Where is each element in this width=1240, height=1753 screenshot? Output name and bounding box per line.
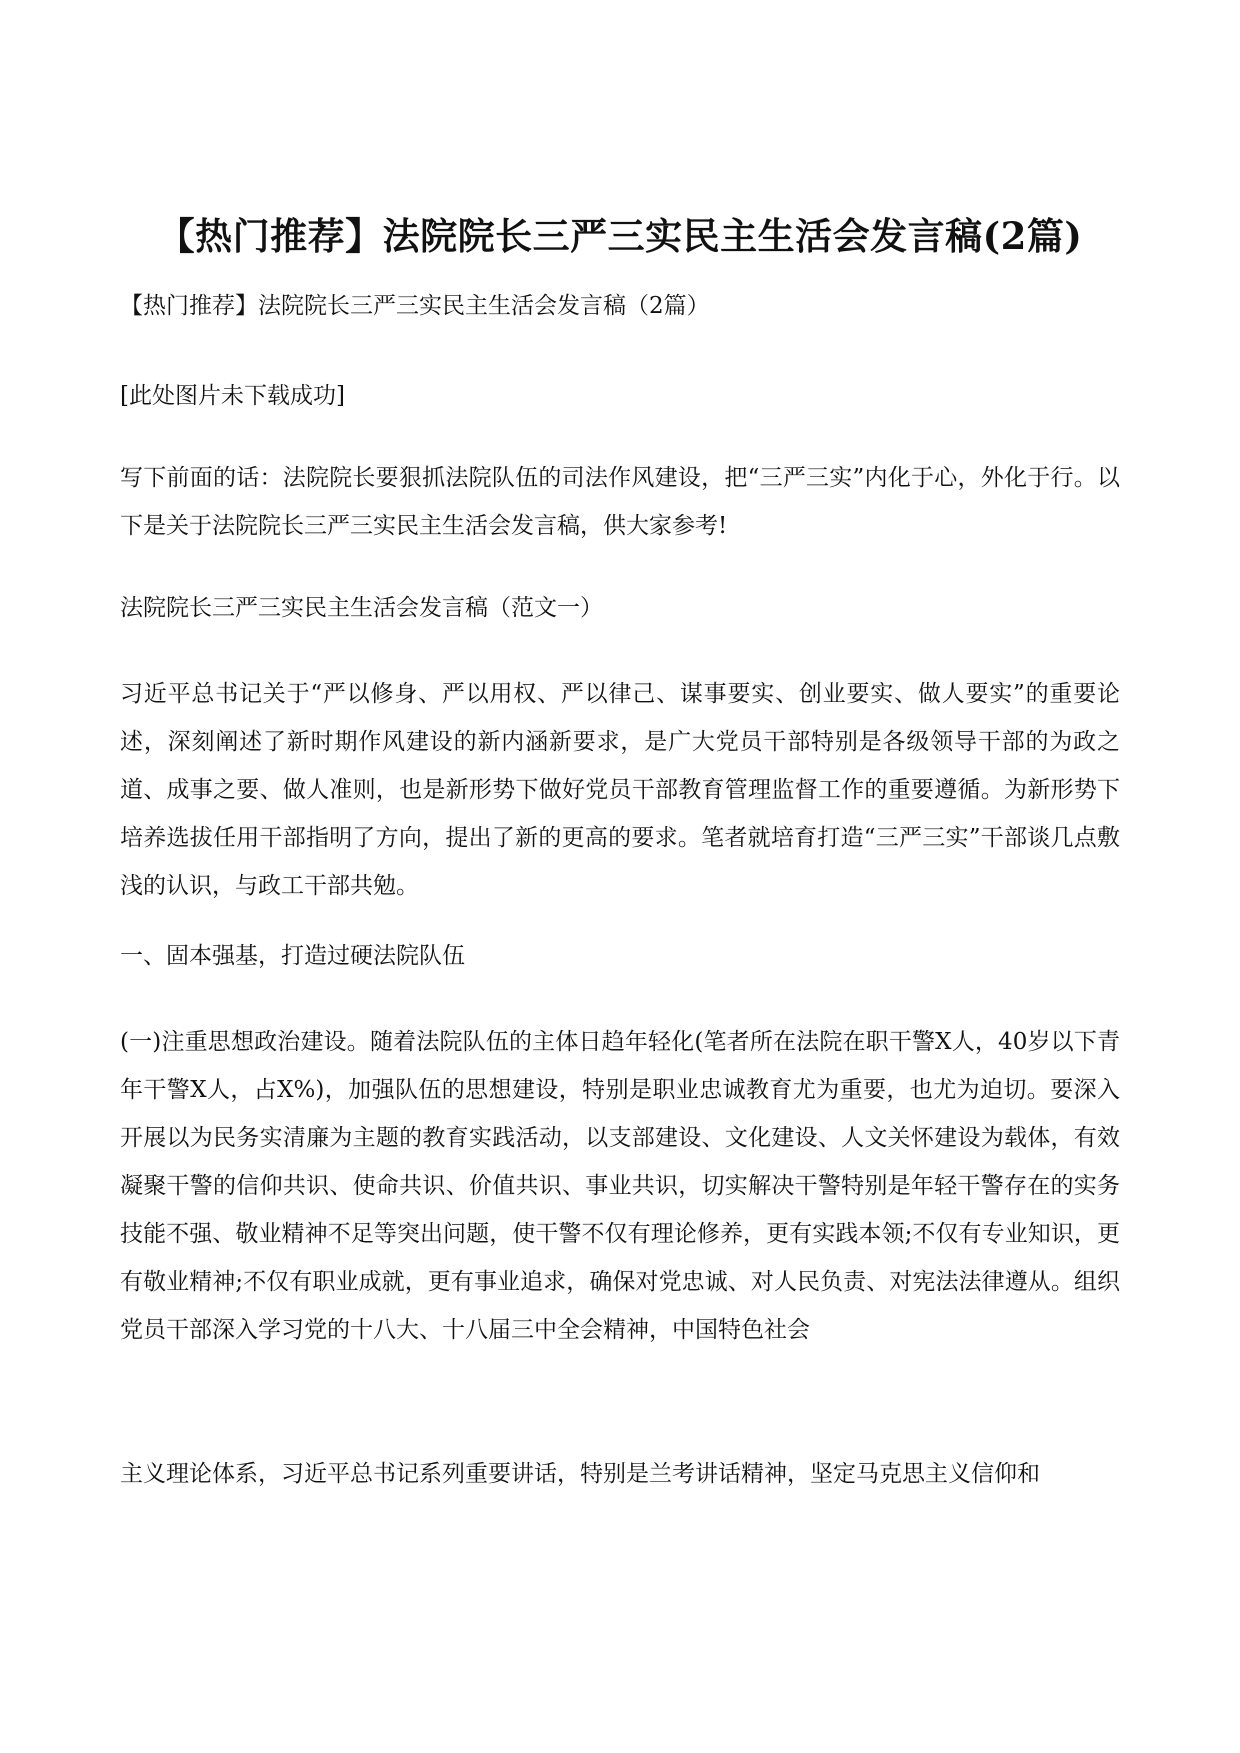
section-heading-1: 一、固本强基，打造过硬法院队伍 — [120, 943, 465, 969]
document-title: 【热门推荐】法院院长三严三实民主生活会发言稿(2篇) — [157, 213, 1083, 258]
body-paragraph-1: 习近平总书记关于“严以修身、严以用权、严以律己、谋事要实、创业要实、做人要实”的重要论述，深刻阐述了新时期作风建设的新内涵新要求，是广大党员干部特别是各级领导干部的为政之道、成事之要、做人准则，也是新形势下做好党员干部教育管理监督工作的重要遵循。为新形势下培养选拔任用干部指明了方向，提出了新的更高的要求。笔者就培育打造“三严三实”干部谈几点敷浅的认识，与政工干部共勉。 — [120, 681, 1120, 899]
image-placeholder-text: [此处图片未下载成功] — [120, 383, 345, 409]
body-paragraph-3: 主义理论体系，习近平总书记系列重要讲话，特别是兰考讲话精神，坚定马克思主义信仰和 — [120, 1461, 1040, 1487]
body-paragraph-2: (一)注重思想政治建设。随着法院队伍的主体日趋年轻化(笔者所在法院在职干警X人，40岁以下青年干警X人，占X%)，加强队伍的思想建设，特别是职业忠诚教育尤为重要，也尤为迫切。要深入开展以为民务实清廉为主题的教育实践活动，以支部建设、文化建设、人文关怀建设为载体，有效凝聚干警的信仰共识、使命共识、价值共识、事业共识，切实解决干警特别是年轻干警存在的实务技能不强、敬业精神不足等突出问题，使干警不仅有理论修养，更有实践本领;不仅有专业知识，更有敬业精神;不仅有职业成就，更有事业追求，确保对党忠诚、对人民负责、对宪法法律遵从。组织党员干部深入学习党的十八大、十八届三中全会精神，中国特色社会 — [120, 1029, 1120, 1343]
document-subtitle: 【热门推荐】法院院长三严三实民主生活会发言稿（2篇） — [120, 293, 710, 319]
sample-heading: 法院院长三严三实民主生活会发言稿（范文一） — [120, 595, 603, 621]
intro-paragraph: 写下前面的话：法院院长要狠抓法院队伍的司法作风建设，把“三严三实”内化于心，外化于行。以下是关于法院院长三严三实民主生活会发言稿，供大家参考! — [120, 465, 1120, 539]
